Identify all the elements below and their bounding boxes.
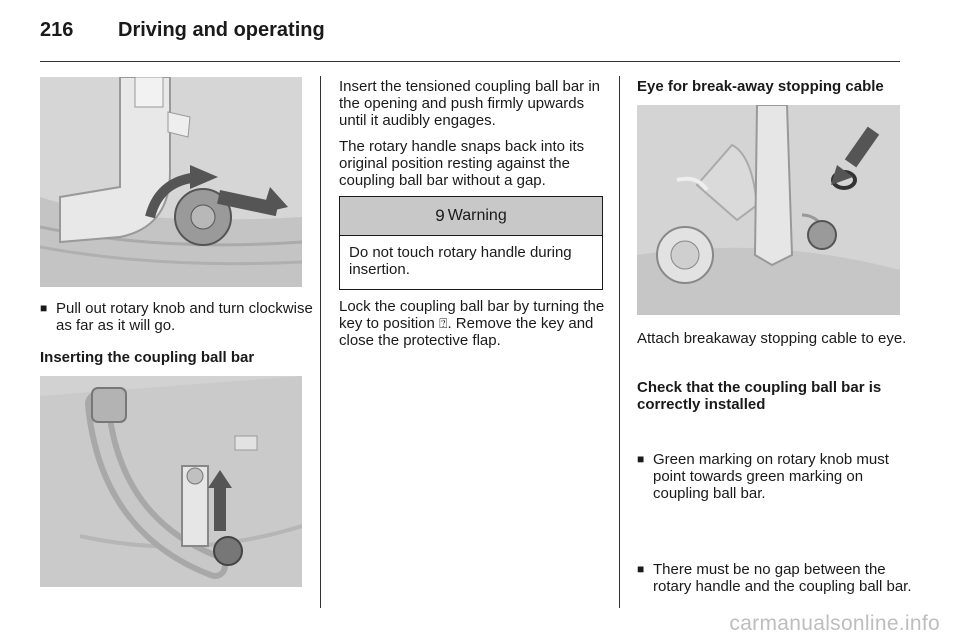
warning-box: [339, 196, 603, 290]
warning-icon: 9: [435, 206, 445, 225]
lock-position-icon: ⍰: [439, 315, 448, 331]
attach-cable-text: Attach breakaway stopping cable to eye.: [637, 330, 907, 347]
bullet-marker: ■: [637, 562, 645, 576]
page-header: [40, 19, 325, 42]
lock-text-end: . Remove the key and close the protective flap.: [339, 315, 594, 349]
bullet-marker: ■: [40, 301, 48, 315]
bullet-text: There must be no gap between the rotary handle and the coupling ball bar.: [653, 561, 912, 595]
snap-back-note: The rotary handle snaps back into its original position resting against the coupling ball bar without a gap.: [339, 138, 585, 189]
watermark: carmanualsonline.info: [729, 612, 940, 635]
bullet-marker: ■: [637, 452, 645, 466]
ball-bar-insert-illustration: [40, 376, 302, 587]
header-rule: [40, 61, 900, 62]
warning-title: Warning: [447, 207, 507, 224]
warning-header: [340, 197, 602, 236]
list-item: [40, 300, 318, 334]
insert-instructions: Insert the tensioned coupling ball bar in the opening and push firmly upwards until it audibly engages.: [339, 78, 601, 129]
warning-text: Do not touch rotary handle during insertion.: [349, 244, 572, 278]
bullet-text: Pull out rotary knob and turn clockwise as far as it will go.: [56, 300, 313, 334]
page-number: 216: [40, 19, 74, 41]
bullet-text: Green marking on rotary knob must point towards green marking on coupling ball bar.: [653, 451, 889, 502]
lock-instructions: [339, 298, 607, 349]
eye-heading: Eye for break-away stopping cable: [637, 78, 884, 95]
check-heading: Check that the coupling ball bar is correctly installed: [637, 379, 882, 413]
list-item: [637, 561, 919, 595]
column-divider: [619, 76, 620, 608]
lock-text-start: Lock the coupling ball bar by turning the key to position: [339, 298, 605, 332]
rotary-knob-illustration: [40, 77, 302, 287]
subheading-inserting: Inserting the coupling ball bar: [40, 349, 255, 366]
list-item: [637, 451, 919, 502]
column-divider: [320, 76, 321, 608]
section-title: Driving and operating: [118, 19, 325, 41]
stopping-cable-eye-illustration: [637, 105, 900, 315]
